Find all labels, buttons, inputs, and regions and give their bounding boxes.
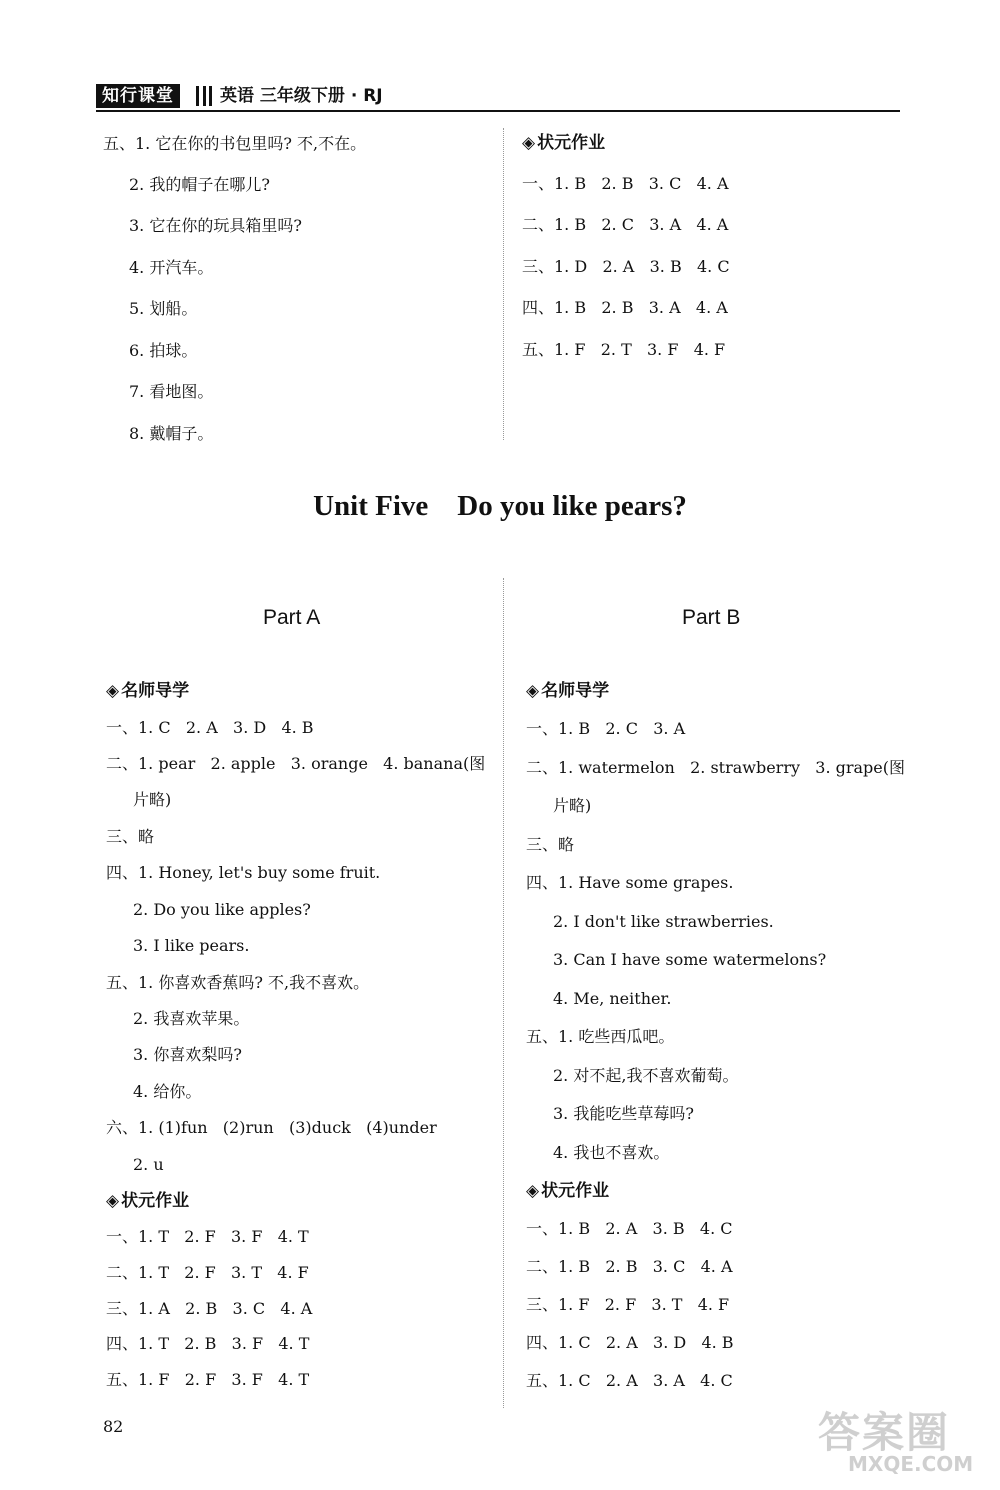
answer-line: 二、1. B 2. B 3. C 4. A — [526, 1257, 733, 1276]
section-heading — [106, 1190, 189, 1212]
answer-line: 五、1. F 2. F 3. F 4. T — [106, 1370, 310, 1389]
answer-line: 一、1. B 2. C 3. A — [526, 719, 686, 738]
diamond-icon: ◈ — [106, 681, 120, 701]
answer-line: 4. 我也不喜欢。 — [553, 1143, 670, 1162]
answer-line: 二、1. watermelon 2. strawberry 3. grape(图 — [526, 758, 906, 777]
header-subject: 英语 三年级下册 · RJ — [220, 86, 383, 106]
answer-line: 4. 给你。 — [133, 1082, 202, 1101]
header-rule — [96, 110, 900, 112]
answer-line: 2. 我的帽子在哪儿? — [129, 175, 270, 194]
header-divider-bars — [196, 86, 212, 106]
answer-line: 3. Can I have some watermelons? — [553, 950, 827, 969]
answer-line: 片略) — [133, 790, 172, 809]
unit-title: Unit Five Do you like pears? — [313, 490, 687, 522]
column-divider — [503, 128, 504, 440]
answer-line: 四、1. Honey, let's buy some fruit. — [106, 863, 381, 882]
answer-line: 三、1. A 2. B 3. C 4. A — [106, 1299, 313, 1318]
answer-line: 2. Do you like apples? — [133, 900, 311, 919]
part-b-title: Part B — [682, 606, 741, 629]
watermark-logo — [818, 1400, 988, 1480]
section-heading-label: 名师导学 — [541, 681, 610, 701]
header-brand: 知行课堂 — [96, 84, 180, 108]
answer-line: 四、1. C 2. A 3. D 4. B — [526, 1333, 734, 1352]
answer-line: 3. 它在你的玩具箱里吗? — [129, 216, 302, 235]
answer-line: 3. 你喜欢梨吗? — [133, 1045, 242, 1064]
answer-line: 2. I don't like strawberries. — [553, 912, 774, 931]
answer-line: 7. 看地图。 — [129, 382, 214, 401]
diamond-icon: ◈ — [526, 1181, 540, 1201]
section-heading — [522, 132, 605, 154]
answer-line: 片略) — [553, 796, 592, 815]
answer-line: 三、略 — [106, 827, 155, 846]
answer-line: 一、1. B 2. B 3. C 4. A — [522, 174, 729, 193]
answer-line: 二、1. pear 2. apple 3. orange 4. banana(图 — [106, 754, 486, 773]
diamond-icon: ◈ — [522, 133, 536, 153]
answer-line: 8. 戴帽子。 — [129, 424, 214, 443]
answer-line: 二、1. T 2. F 3. T 4. F — [106, 1263, 309, 1282]
answer-line: 五、1. 吃些西瓜吧。 — [526, 1027, 675, 1046]
answer-line: 3. 我能吃些草莓吗? — [553, 1104, 694, 1123]
answer-line: 4. 开汽车。 — [129, 258, 214, 277]
answer-line: 一、1. C 2. A 3. D 4. B — [106, 718, 314, 737]
part-a-title: Part A — [263, 606, 321, 629]
answer-line: 六、1. (1)fun (2)run (3)duck (4)under — [106, 1118, 437, 1137]
answer-line: 三、1. D 2. A 3. B 4. C — [522, 257, 730, 276]
answer-line: 五、1. 你喜欢香蕉吗? 不,我不喜欢。 — [106, 973, 370, 992]
section-heading-label: 状元作业 — [537, 133, 606, 153]
answer-line: 四、1. Have some grapes. — [526, 873, 734, 892]
diamond-icon: ◈ — [526, 681, 540, 701]
column-divider — [503, 578, 504, 1408]
page-number: 82 — [103, 1417, 124, 1436]
answer-line: 三、1. F 2. F 3. T 4. F — [526, 1295, 730, 1314]
answer-line: 五、1. F 2. T 3. F 4. F — [522, 340, 726, 359]
answer-line: 3. I like pears. — [133, 936, 250, 955]
answer-line: 6. 拍球。 — [129, 341, 198, 360]
answer-line: 五、1. 它在你的书包里吗? 不,不在。 — [103, 134, 367, 153]
section-heading-label: 名师导学 — [121, 681, 190, 701]
answer-line: 4. Me, neither. — [553, 989, 672, 1008]
section-heading-label: 状元作业 — [541, 1181, 610, 1201]
answer-line: 二、1. B 2. C 3. A 4. A — [522, 215, 729, 234]
answer-line: 四、1. T 2. B 3. F 4. T — [106, 1334, 310, 1353]
answer-line: 一、1. B 2. A 3. B 4. C — [526, 1219, 733, 1238]
answer-line: 5. 划船。 — [129, 299, 198, 318]
section-heading-label: 状元作业 — [121, 1191, 190, 1211]
answer-line: 2. 我喜欢苹果。 — [133, 1009, 250, 1028]
answer-line: 一、1. T 2. F 3. F 4. T — [106, 1227, 309, 1246]
watermark-text: 答案圈 — [818, 1408, 951, 1457]
watermark-url: MXQE.COM — [848, 1452, 974, 1476]
answer-line: 三、略 — [526, 835, 575, 854]
answer-line: 五、1. C 2. A 3. A 4. C — [526, 1371, 733, 1390]
answer-line: 2. 对不起,我不喜欢葡萄。 — [553, 1066, 739, 1085]
section-heading — [526, 1180, 609, 1202]
answer-line: 四、1. B 2. B 3. A 4. A — [522, 298, 728, 317]
section-heading — [526, 680, 609, 702]
diamond-icon: ◈ — [106, 1191, 120, 1211]
section-heading — [106, 680, 189, 702]
answer-line: 2. u — [133, 1155, 164, 1174]
